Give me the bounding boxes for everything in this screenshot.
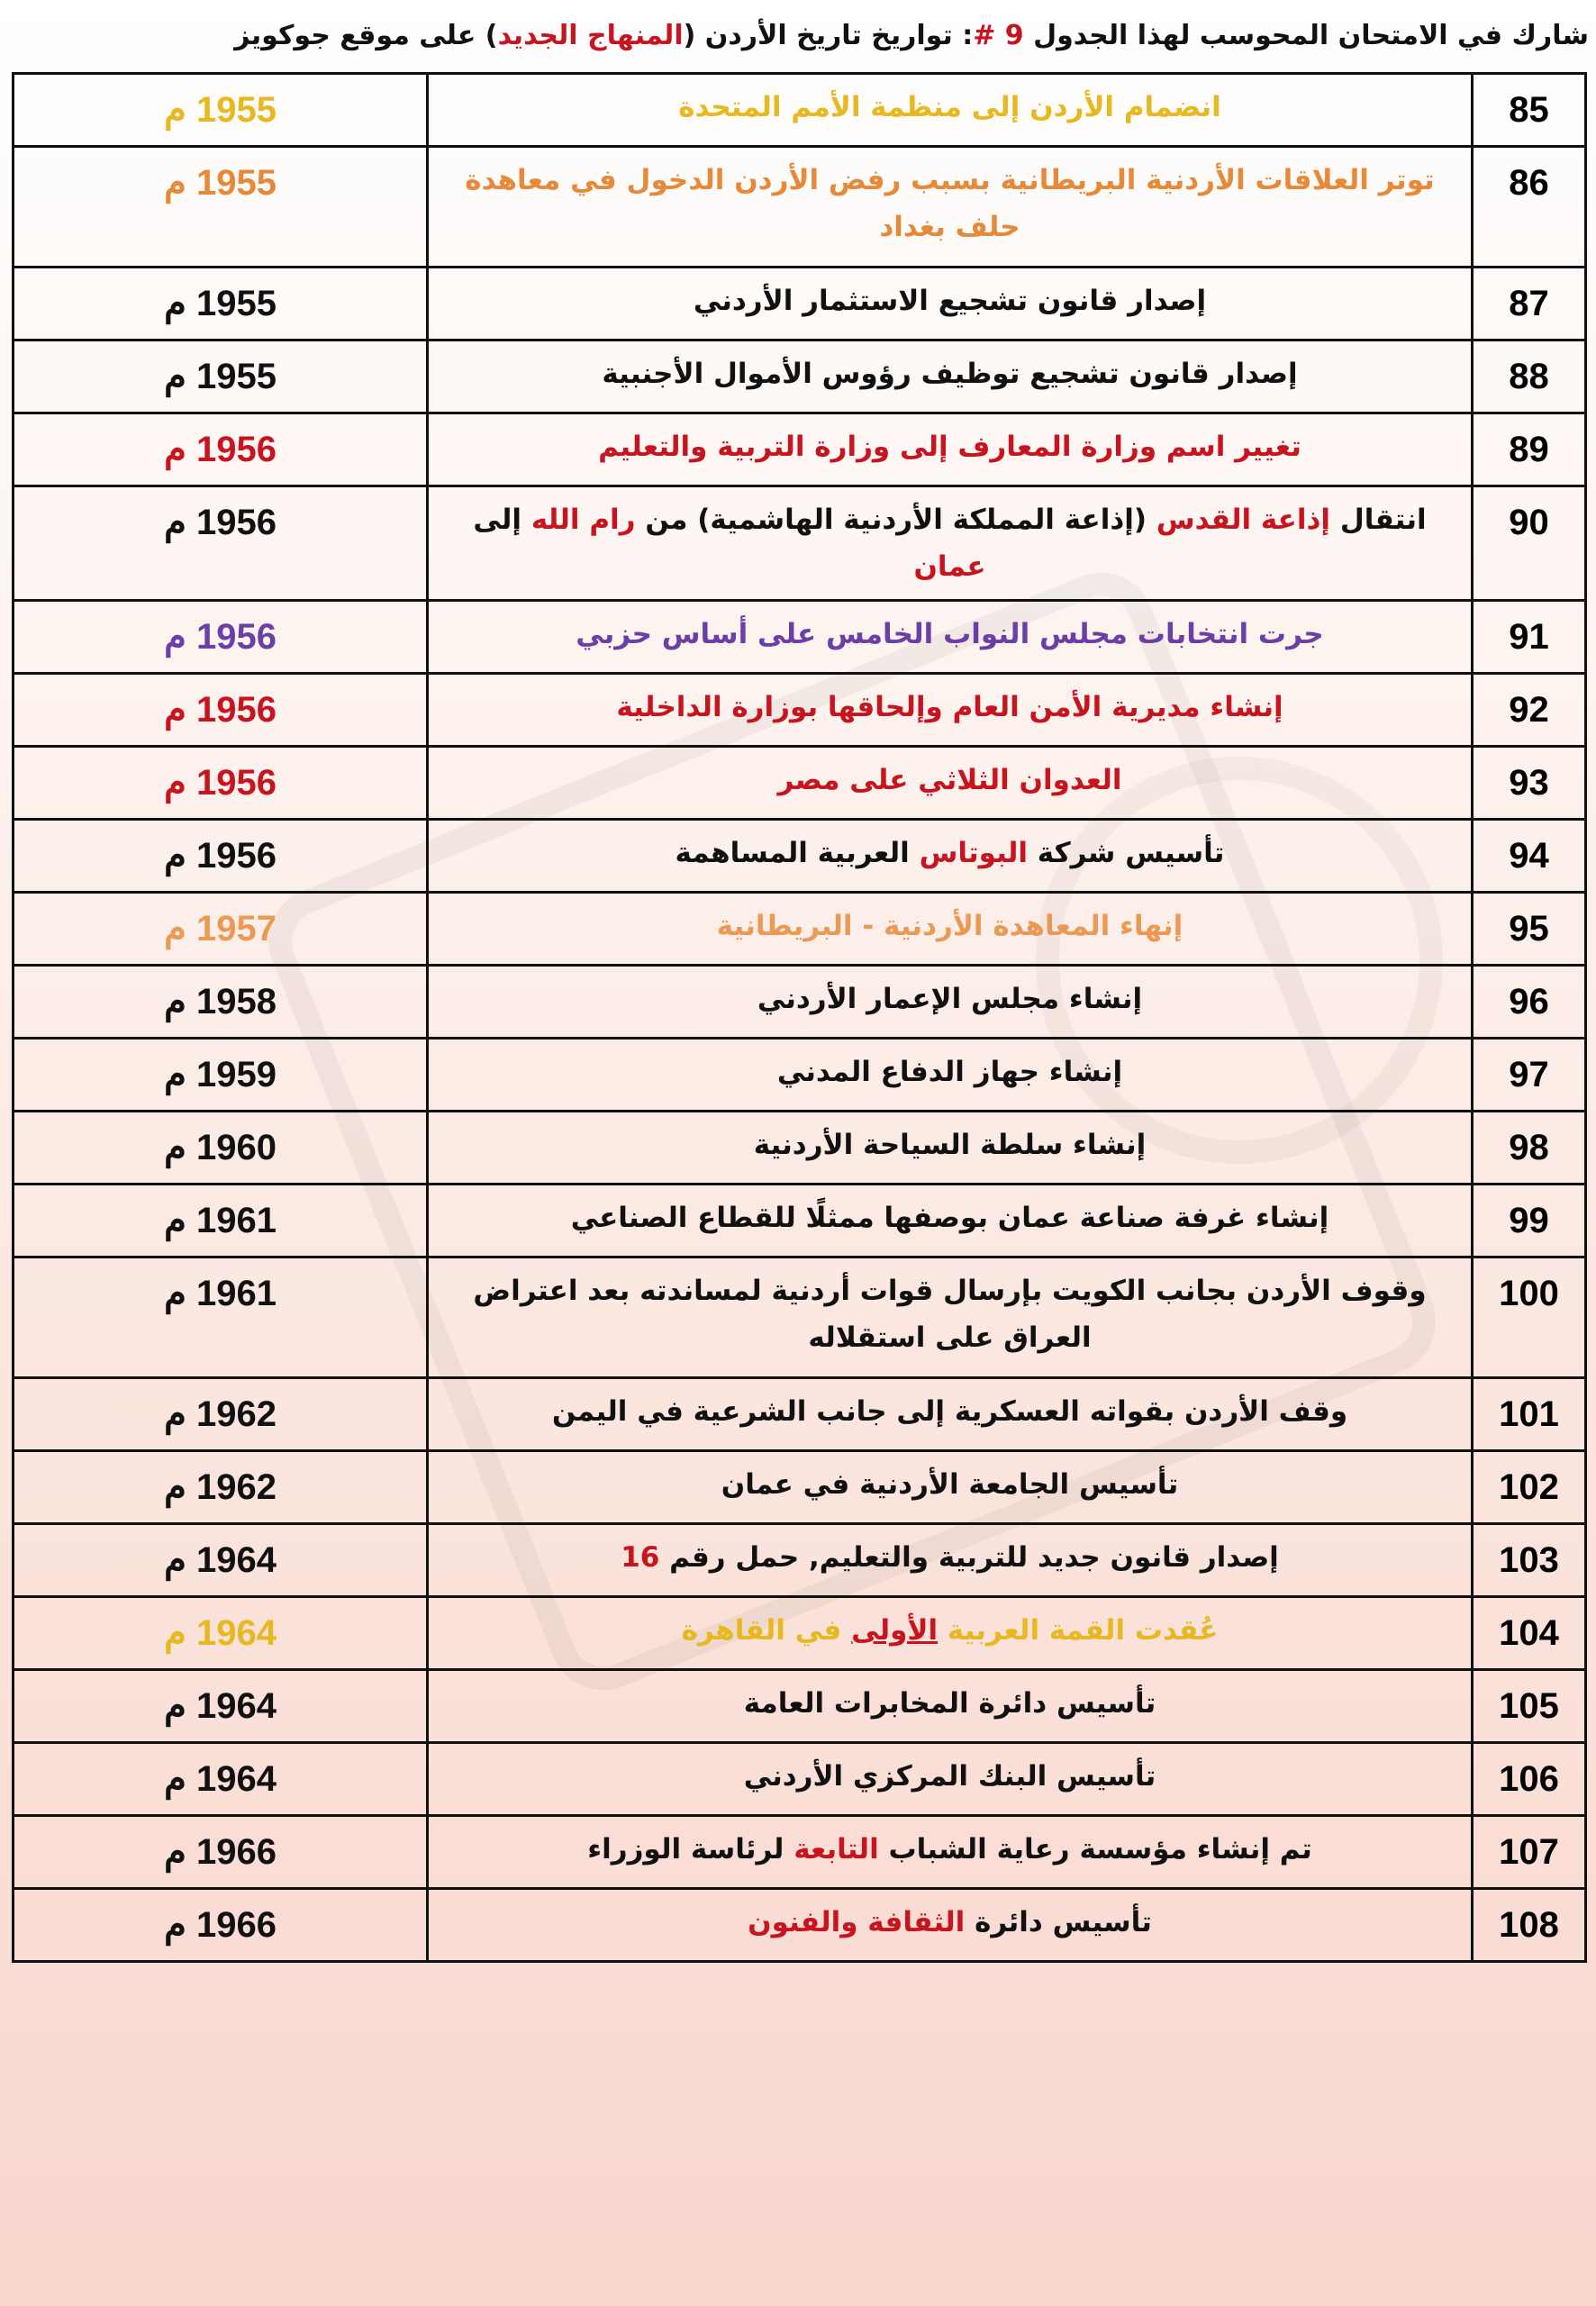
event-description <box>428 1597 1473 1670</box>
event-year <box>14 1039 428 1112</box>
event-text-segment: 16 <box>621 1541 660 1574</box>
year-value: 1955 <box>196 284 277 323</box>
event-year <box>14 1597 428 1670</box>
table-row <box>14 601 1586 674</box>
event-description <box>428 147 1473 268</box>
table-row <box>14 1185 1586 1257</box>
event-description <box>428 1524 1473 1597</box>
year-value: 1961 <box>196 1201 277 1240</box>
event-text-segment: رام الله <box>530 504 636 536</box>
year-value: 1962 <box>196 1467 277 1507</box>
event-year <box>14 966 428 1039</box>
event-year <box>14 747 428 820</box>
event-text-segment: إنشاء غرفة صناعة عمان بوصفها ممثلًا للقطاع الصناعي <box>570 1202 1329 1234</box>
event-text-segment: إنشاء مديرية الأمن العام وإلحاقها بوزارة الداخلية <box>616 691 1283 723</box>
year-value: 1962 <box>196 1394 277 1434</box>
event-text-segment: الأولى <box>851 1614 939 1647</box>
table-row <box>14 1889 1586 1962</box>
year-suffix: م <box>164 1832 186 1872</box>
year-suffix: م <box>164 90 186 130</box>
year-value: 1958 <box>196 982 277 1021</box>
event-year <box>14 340 428 413</box>
table-row <box>14 1670 1586 1743</box>
year-suffix: م <box>164 1394 186 1434</box>
event-text-segment: إنهاء المعاهدة الأردنية - البريطانية <box>716 910 1183 942</box>
event-description <box>428 893 1473 966</box>
year-value: 1960 <box>196 1128 277 1167</box>
event-year <box>14 74 428 147</box>
table-row <box>14 1524 1586 1597</box>
event-text-segment: انتقال <box>1330 504 1427 536</box>
year-suffix: م <box>164 617 186 657</box>
event-description <box>428 1816 1473 1889</box>
event-text-segment: توتر العلاقات الأردنية البريطانية بسبب رفض الأردن الدخول في معاهدة حلف بغداد <box>465 164 1435 243</box>
event-text-segment: تغيير اسم وزارة المعارف إلى وزارة التربية والتعليم <box>598 431 1301 463</box>
year-suffix: م <box>164 430 186 469</box>
year-suffix: م <box>164 1540 186 1580</box>
year-suffix: م <box>164 1905 186 1945</box>
event-year <box>14 601 428 674</box>
table-row <box>14 268 1586 340</box>
table-row <box>14 893 1586 966</box>
event-description <box>428 1257 1473 1378</box>
row-number: 94 <box>1473 820 1586 893</box>
year-suffix: م <box>164 503 186 542</box>
table-body <box>14 74 1586 1962</box>
year-value: 1964 <box>196 1686 277 1726</box>
event-year <box>14 413 428 486</box>
event-year <box>14 820 428 893</box>
row-number: 97 <box>1473 1039 1586 1112</box>
year-value: 1955 <box>196 90 277 130</box>
event-description <box>428 820 1473 893</box>
year-suffix: م <box>164 357 186 396</box>
row-number: 102 <box>1473 1451 1586 1524</box>
event-year <box>14 1112 428 1185</box>
event-description <box>428 1378 1473 1451</box>
row-number: 90 <box>1473 486 1586 601</box>
year-value: 1957 <box>196 909 277 949</box>
event-text-segment: وقف الأردن بقواته العسكرية إلى جانب الشرعية في اليمن <box>551 1395 1348 1428</box>
event-year <box>14 486 428 601</box>
row-number: 104 <box>1473 1597 1586 1670</box>
event-year <box>14 147 428 268</box>
event-text-segment: تم إنشاء مؤسسة رعاية الشباب <box>878 1833 1312 1866</box>
header-highlight: المنهاج الجديد <box>497 20 684 51</box>
event-text-segment: تأسيس دائرة المخابرات العامة <box>743 1687 1156 1720</box>
event-description <box>428 601 1473 674</box>
event-description <box>428 674 1473 747</box>
history-dates-table <box>12 72 1587 1963</box>
event-text-segment: إلى <box>473 504 531 536</box>
row-number: 89 <box>1473 413 1586 486</box>
event-text-segment: العربية المساهمة <box>675 837 920 869</box>
table-row <box>14 1816 1586 1889</box>
year-suffix: م <box>164 1613 186 1653</box>
year-value: 1956 <box>196 503 277 542</box>
row-number: 85 <box>1473 74 1586 147</box>
row-number: 98 <box>1473 1112 1586 1185</box>
row-number: 88 <box>1473 340 1586 413</box>
year-suffix: م <box>164 1759 186 1799</box>
event-text-segment: إصدار قانون تشجيع الاستثمار الأردني <box>693 285 1207 317</box>
event-description <box>428 1112 1473 1185</box>
event-text-segment: إنشاء سلطة السياحة الأردنية <box>753 1129 1147 1161</box>
event-description <box>428 413 1473 486</box>
event-text-segment: عمان <box>913 550 986 583</box>
event-text-segment: الثقافة والفنون <box>748 1906 966 1938</box>
event-text-segment: إصدار قانون جديد للتربية والتعليم, حمل رقم <box>659 1541 1279 1574</box>
page-header <box>7 9 1589 63</box>
event-text-segment: العدوان الثلاثي على مصر <box>777 764 1122 796</box>
year-value: 1956 <box>196 690 277 730</box>
table-row <box>14 74 1586 147</box>
table-row <box>14 147 1586 268</box>
year-value: 1956 <box>196 617 277 657</box>
event-description <box>428 340 1473 413</box>
table-row <box>14 413 1586 486</box>
event-year <box>14 1816 428 1889</box>
year-value: 1964 <box>196 1540 277 1580</box>
year-suffix: م <box>164 763 186 803</box>
event-text-segment: (إذاعة المملكة الأردنية الهاشمية) من <box>635 504 1156 536</box>
row-number: 100 <box>1473 1257 1586 1378</box>
year-suffix: م <box>164 1128 186 1167</box>
row-number: 91 <box>1473 601 1586 674</box>
event-description <box>428 1039 1473 1112</box>
row-number: 106 <box>1473 1743 1586 1816</box>
event-year <box>14 1743 428 1816</box>
year-value: 1956 <box>196 836 277 876</box>
row-number: 105 <box>1473 1670 1586 1743</box>
event-year <box>14 1889 428 1962</box>
event-year <box>14 1185 428 1257</box>
table-row <box>14 674 1586 747</box>
event-description <box>428 1185 1473 1257</box>
row-number: 95 <box>1473 893 1586 966</box>
year-value: 1966 <box>196 1832 277 1872</box>
table-row <box>14 1378 1586 1451</box>
year-suffix: م <box>164 1055 186 1094</box>
header-table-number: # 9 <box>973 20 1024 51</box>
event-year <box>14 1524 428 1597</box>
table-row <box>14 340 1586 413</box>
event-description <box>428 1889 1473 1962</box>
event-text-segment: تأسيس شركة <box>1028 837 1225 869</box>
year-suffix: م <box>164 1467 186 1507</box>
year-value: 1966 <box>196 1905 277 1945</box>
event-year <box>14 1670 428 1743</box>
event-description <box>428 74 1473 147</box>
event-text-segment: إنشاء مجلس الإعمار الأردني <box>757 983 1143 1015</box>
event-text-segment: تأسيس الجامعة الأردنية في عمان <box>721 1468 1179 1501</box>
year-suffix: م <box>164 982 186 1021</box>
row-number: 86 <box>1473 147 1586 268</box>
event-text-segment: عُقدت القمة العربية <box>938 1614 1219 1647</box>
year-suffix: م <box>164 909 186 949</box>
event-description <box>428 747 1473 820</box>
event-description <box>428 1743 1473 1816</box>
row-number: 107 <box>1473 1816 1586 1889</box>
header-text-3: ) على موقع جوكويز <box>234 20 498 51</box>
header-text-2: : تواريخ تاريخ الأردن ( <box>683 20 974 51</box>
year-value: 1955 <box>196 357 277 396</box>
year-value: 1955 <box>196 163 277 203</box>
table-row <box>14 820 1586 893</box>
year-value: 1964 <box>196 1613 277 1653</box>
table-row <box>14 747 1586 820</box>
year-suffix: م <box>164 284 186 323</box>
row-number: 92 <box>1473 674 1586 747</box>
table-row <box>14 486 1586 601</box>
row-number: 96 <box>1473 966 1586 1039</box>
event-text-segment: في القاهرة <box>681 1614 852 1647</box>
table-row <box>14 1597 1586 1670</box>
event-year <box>14 1451 428 1524</box>
year-value: 1964 <box>196 1759 277 1799</box>
table-row <box>14 1451 1586 1524</box>
event-text-segment: وقوف الأردن بجانب الكويت بإرسال قوات أردنية لمساندته بعد اعتراض العراق على استقلاله <box>473 1275 1427 1354</box>
event-year <box>14 1378 428 1451</box>
row-number: 108 <box>1473 1889 1586 1962</box>
event-text-segment: إذاعة القدس <box>1156 504 1331 536</box>
event-text-segment: إنشاء جهاز الدفاع المدني <box>776 1056 1123 1088</box>
row-number: 101 <box>1473 1378 1586 1451</box>
event-text-segment: انضمام الأردن إلى منظمة الأمم المتحدة <box>678 91 1221 123</box>
table-row <box>14 1257 1586 1378</box>
year-suffix: م <box>164 163 186 203</box>
year-suffix: م <box>164 1686 186 1726</box>
year-value: 1956 <box>196 430 277 469</box>
header-text-1: شارك في الامتحان المحوسب لهذا الجدول <box>1033 20 1589 51</box>
event-year <box>14 893 428 966</box>
event-description <box>428 268 1473 340</box>
year-value: 1961 <box>196 1274 277 1313</box>
table-row <box>14 966 1586 1039</box>
year-value: 1956 <box>196 763 277 803</box>
event-text-segment: جرت انتخابات مجلس النواب الخامس على أساس حزبي <box>576 618 1324 650</box>
row-number: 99 <box>1473 1185 1586 1257</box>
row-number: 93 <box>1473 747 1586 820</box>
year-suffix: م <box>164 1201 186 1240</box>
year-suffix: م <box>164 1274 186 1313</box>
event-text-segment: إصدار قانون تشجيع توظيف رؤوس الأموال الأجنبية <box>602 358 1298 390</box>
event-text-segment: لرئاسة الوزراء <box>587 1833 794 1866</box>
year-suffix: م <box>164 836 186 876</box>
event-year <box>14 268 428 340</box>
table-row <box>14 1039 1586 1112</box>
year-value: 1959 <box>196 1055 277 1094</box>
event-description <box>428 1451 1473 1524</box>
event-year <box>14 674 428 747</box>
table-row <box>14 1743 1586 1816</box>
event-description <box>428 966 1473 1039</box>
year-suffix: م <box>164 690 186 730</box>
event-year <box>14 1257 428 1378</box>
event-text-segment: البوتاس <box>919 837 1029 869</box>
event-text-segment: تأسيس دائرة <box>965 1906 1152 1938</box>
event-description <box>428 1670 1473 1743</box>
event-description <box>428 486 1473 601</box>
row-number: 103 <box>1473 1524 1586 1597</box>
row-number: 87 <box>1473 268 1586 340</box>
event-text-segment: التابعة <box>793 1833 879 1866</box>
table-row <box>14 1112 1586 1185</box>
event-text-segment: تأسيس البنك المركزي الأردني <box>743 1760 1156 1793</box>
